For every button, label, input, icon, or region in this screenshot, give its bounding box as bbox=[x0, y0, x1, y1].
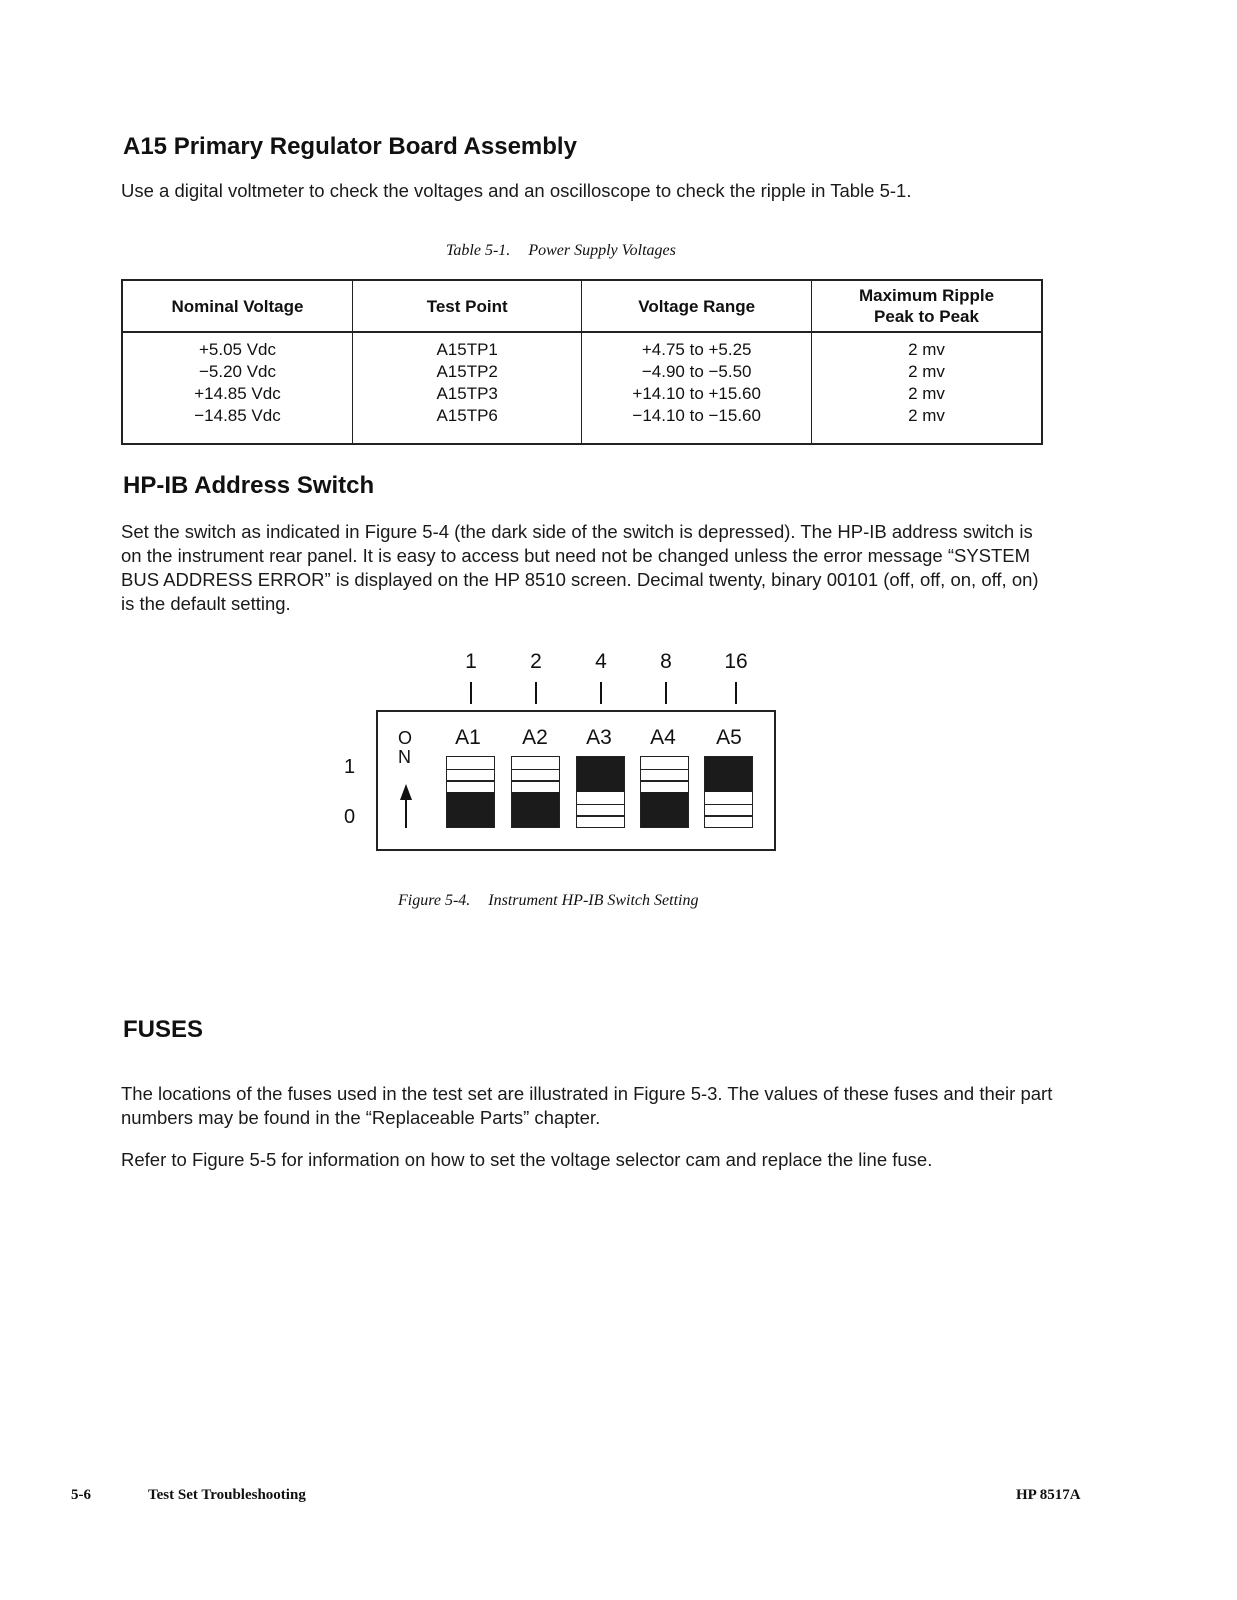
arrow-up-icon bbox=[399, 784, 413, 828]
test-point-value: A15TP1 bbox=[436, 340, 498, 359]
header-max-ripple-line2: Peak to Peak bbox=[874, 307, 979, 326]
switch-label: A5 bbox=[716, 726, 742, 749]
switch-label: A2 bbox=[522, 726, 548, 749]
ripple-value: 2 mv bbox=[908, 362, 945, 381]
figure-caption-number: Figure 5-4. bbox=[398, 892, 471, 909]
hpib-switch-figure bbox=[330, 648, 790, 863]
bit-tick bbox=[600, 682, 602, 704]
bit-tick bbox=[665, 682, 667, 704]
figure-caption-title: Instrument HP-IB Switch Setting bbox=[488, 892, 699, 909]
dip-switch-a3[interactable] bbox=[576, 756, 625, 828]
ripple-cell bbox=[812, 332, 1042, 444]
position-1-label: 1 bbox=[344, 756, 356, 778]
dip-switch-a4[interactable] bbox=[640, 756, 689, 828]
nominal-value: +14.85 Vdc bbox=[194, 384, 281, 403]
header-max-ripple bbox=[812, 280, 1042, 332]
range-value: +4.75 to +5.25 bbox=[641, 340, 752, 359]
test-point-cell bbox=[352, 332, 581, 444]
bit-tick bbox=[470, 682, 472, 704]
fuses-paragraph-2: Refer to Figure 5-5 for information on how to set the voltage selector cam and replace the line fuse. bbox=[121, 1149, 933, 1170]
section-title-fuses: FUSES bbox=[123, 1016, 204, 1043]
header-nominal-voltage: Nominal Voltage bbox=[122, 280, 352, 332]
table-caption bbox=[446, 242, 676, 260]
bit-weight-label: 2 bbox=[530, 650, 542, 673]
voltage-range-cell bbox=[582, 332, 812, 444]
test-point-value: A15TP6 bbox=[436, 406, 498, 425]
table-header-row bbox=[122, 280, 1042, 332]
header-voltage-range: Voltage Range bbox=[582, 280, 812, 332]
hpib-body-text: Set the switch as indicated in Figure 5-4 (the dark side of the switch is depressed). The HP-IB address switch is on the instrument rear panel. It is easy to access but need not be changed unless the error message “SYSTEM BUS ADDRESS ERROR” is displayed on the HP 8510 screen. Decimal twenty, binary 00101 (off, off, on, off, on) is the default setting. bbox=[121, 521, 1039, 614]
dip-switch-a1[interactable] bbox=[446, 756, 495, 828]
a15-intro-text: Use a digital voltmeter to check the voltages and an oscilloscope to check the ripple in Table 5-1. bbox=[121, 180, 912, 201]
table-caption-number: Table 5-1. bbox=[446, 242, 511, 259]
nominal-value: −14.85 Vdc bbox=[194, 406, 281, 425]
fuses-paragraph-1: The locations of the fuses used in the test set are illustrated in Figure 5-3. The values of these fuses and their part numbers may be found in the “Replaceable Parts” chapter. bbox=[121, 1083, 1053, 1128]
nominal-value: +5.05 Vdc bbox=[198, 340, 276, 359]
switch-label: A3 bbox=[586, 726, 612, 749]
ripple-value: 2 mv bbox=[908, 384, 945, 403]
nominal-voltage-cell bbox=[122, 332, 352, 444]
table-row bbox=[122, 332, 1042, 444]
footer-chapter: Test Set Troubleshooting bbox=[148, 1487, 306, 1503]
ripple-value: 2 mv bbox=[908, 340, 945, 359]
bit-tick bbox=[535, 682, 537, 704]
range-value: +14.10 to +15.60 bbox=[632, 384, 761, 403]
footer-page-number: 5-6 bbox=[71, 1487, 91, 1503]
footer-model: HP 8517A bbox=[1016, 1487, 1081, 1503]
bit-weight-label: 1 bbox=[465, 650, 477, 673]
bit-tick bbox=[735, 682, 737, 704]
range-value: −4.90 to −5.50 bbox=[641, 362, 752, 381]
on-label-n: N bbox=[398, 747, 411, 767]
section-title-a15: A15 Primary Regulator Board Assembly bbox=[123, 133, 577, 160]
header-test-point: Test Point bbox=[352, 280, 581, 332]
on-label-o: O bbox=[398, 728, 413, 748]
range-value: −14.10 to −15.60 bbox=[632, 406, 761, 425]
dip-switch-a2[interactable] bbox=[511, 756, 560, 828]
switch-label: A4 bbox=[650, 726, 676, 749]
nominal-value: −5.20 Vdc bbox=[198, 362, 276, 381]
figure-caption bbox=[398, 892, 698, 910]
header-max-ripple-line1: Maximum Ripple bbox=[858, 286, 995, 305]
dip-switch-a5[interactable] bbox=[704, 756, 753, 828]
bit-weight-label: 4 bbox=[595, 650, 607, 673]
position-0-label: 0 bbox=[344, 806, 356, 828]
bit-weight-label: 16 bbox=[724, 650, 748, 673]
switch-label: A1 bbox=[455, 726, 481, 749]
bit-weight-label: 8 bbox=[660, 650, 672, 673]
test-point-value: A15TP2 bbox=[436, 362, 498, 381]
section-title-hpib: HP-IB Address Switch bbox=[123, 472, 375, 499]
table-caption-title: Power Supply Voltages bbox=[528, 242, 676, 259]
power-supply-table bbox=[121, 279, 1043, 445]
test-point-value: A15TP3 bbox=[436, 384, 498, 403]
ripple-value: 2 mv bbox=[908, 406, 945, 425]
